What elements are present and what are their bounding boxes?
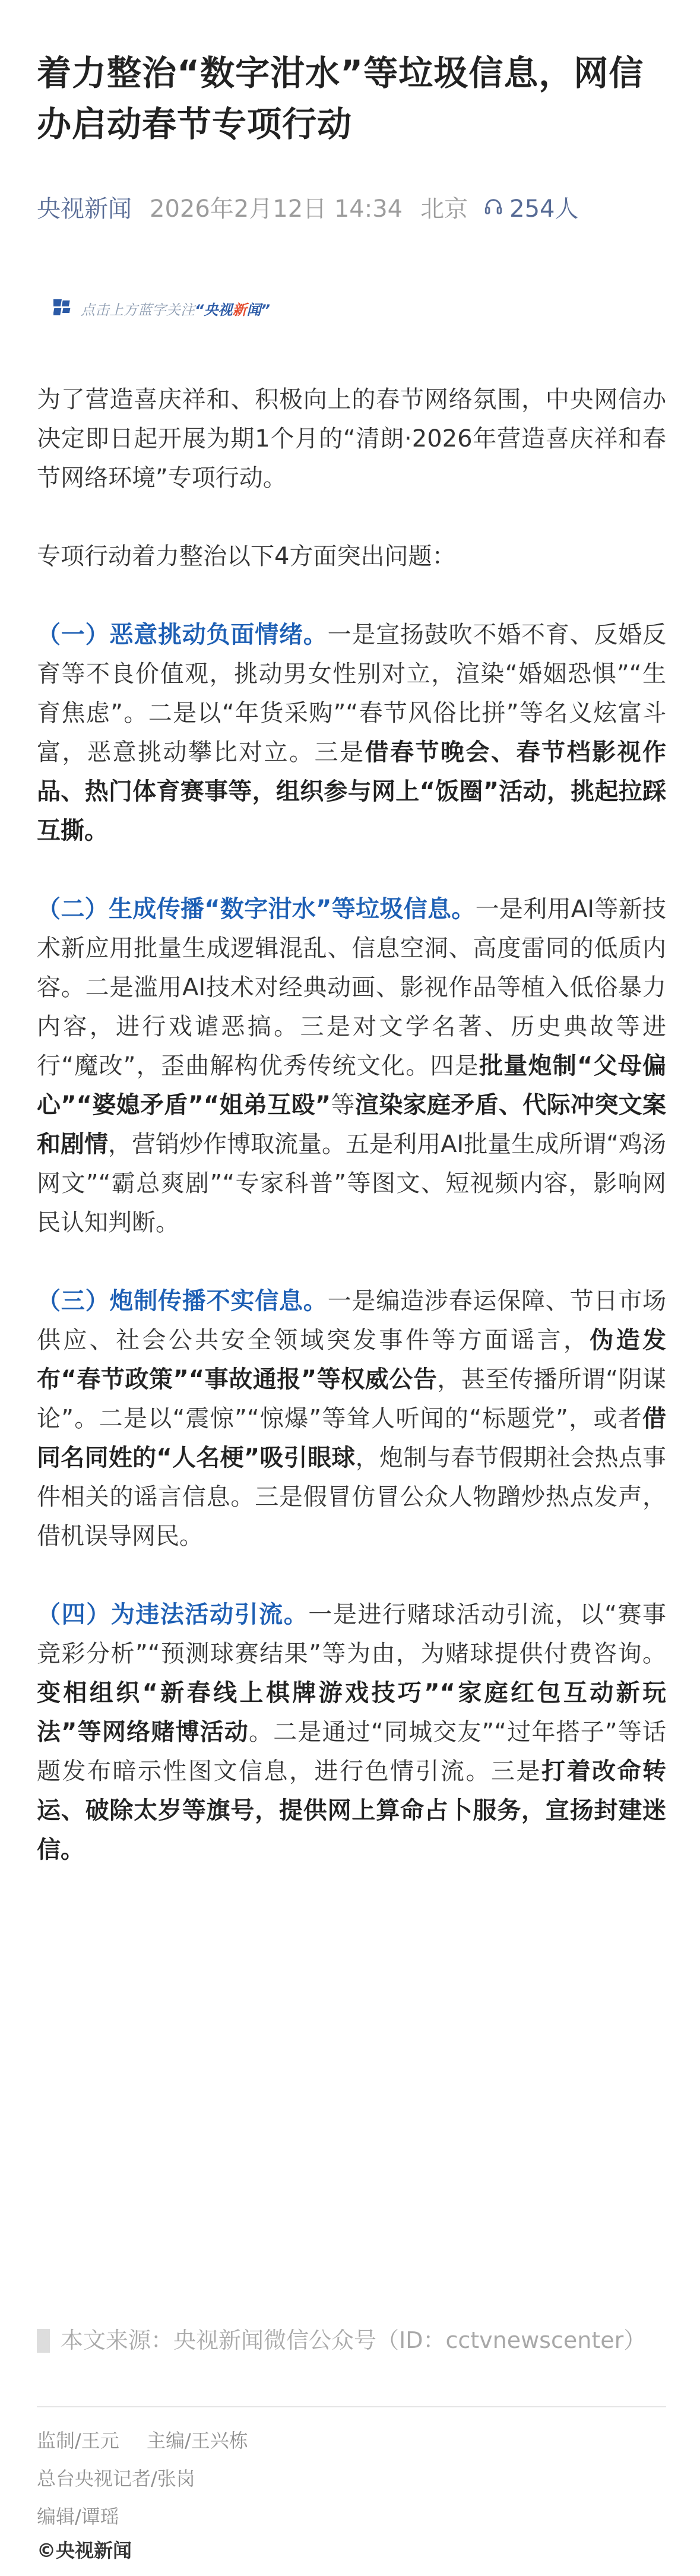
section-1-text: 一是宣扬鼓吹不婚不育、反婚反育等不良价值观，挑动男女性别对立，渲染“婚姻恐惧”“生育焦虑”。二是以“年货采购”“春节风俗比拼”等名义炫富斗富，恶意挑动攀比对立。三是 <box>37 621 667 766</box>
supervisor-credit: 监制/王元 <box>37 2429 119 2452</box>
reporter-credit: 总台央视记者/张岗 <box>37 2467 195 2490</box>
cctv-logo-icon <box>53 299 74 317</box>
section-3-text-1: 一是编造涉春运保障、节日市场供应、社会公共安全领域突发事件等方面谣言， <box>37 1287 667 1354</box>
section-1-bold: 借春节晚会、春节档影视作品、热门体育赛事等，组织参与网上“饭圈”活动，挑起拉踩互撕。 <box>37 739 666 844</box>
section-2-heading: （二）生成传播“数字泔水”等垃圾信息。 <box>37 895 476 923</box>
publish-date: 2026年2月12日 14:34 <box>150 195 403 223</box>
account-name-link[interactable]: 央视新闻 <box>37 195 132 223</box>
article-meta <box>37 189 579 224</box>
listen-button[interactable] <box>483 190 578 224</box>
section-2 <box>37 890 666 1242</box>
section-2-text-1: 一是利用AI等新技术新应用批量生成逻辑混乱、信息空洞、高度雷同的低质内容。二是滥用AI技术对经典动画、影视作品等植入低俗暴力内容，进行戏谑恶搞。三是对文学名著、历史典故等进行“魔改”，歪曲解构优秀传统文化。四是 <box>37 895 666 1080</box>
section-3-text-2: ，甚至传播所谓“阴谋论”。二是以“震惊”“惊爆”等耸人听闻的“标题党”，或者 <box>37 1366 666 1432</box>
credits <box>37 2422 248 2536</box>
section-3-text-3: ，炮制与春节假期社会热点事件相关的谣言信息。三是假冒仿冒公众人物蹭炒热点发声，借机误导网民。 <box>37 1444 667 1550</box>
source-text: 本文来源：央视新闻微信公众号（ID：cctvnewscenter） <box>61 2327 647 2353</box>
source-note <box>37 2321 666 2360</box>
section-4-bold-2: 打着改命转运、破除太岁等旗号，提供网上算命占卜服务，宣扬封建迷信。 <box>37 1758 666 1863</box>
credits-row-1 <box>37 2422 248 2460</box>
banner-prefix: 点击上方蓝字关注 <box>81 301 195 318</box>
section-3 <box>37 1281 666 1556</box>
copyright: ©央视新闻 <box>37 2539 132 2562</box>
follow-banner[interactable] <box>53 293 270 323</box>
article-title: 着力整治“数字泔水”等垃圾信息，网信办启动春节专项行动 <box>37 53 644 144</box>
editor-credit: 编辑/谭瑶 <box>37 2505 119 2528</box>
headphones-icon <box>483 197 503 217</box>
footer-divider <box>37 2406 666 2407</box>
listen-count: 254人 <box>509 195 579 223</box>
section-3-heading: （三）炮制传播不实信息。 <box>37 1287 328 1315</box>
publish-location: 北京 <box>420 195 468 223</box>
section-2-bold-2: 渲染家庭矛盾、代际冲突文案和剧情 <box>37 1091 667 1158</box>
banner-brand-1: “央视 <box>195 301 233 318</box>
editor-in-chief-credit: 主编/王兴栋 <box>146 2429 248 2452</box>
section-1-heading: （一）恶意挑动负面情绪。 <box>37 621 328 648</box>
section-3-bold-2: 借同名同姓的“人名梗”吸引眼球 <box>37 1405 666 1471</box>
section-4-text-2: 。二是通过“同城交友”“过年搭子”等话题发布暗示性图文信息，进行色情引流。三是 <box>37 1719 667 1785</box>
section-2-text-2: 等 <box>331 1091 355 1119</box>
section-4-text-1: 一是进行赌球活动引流，以“赛事竞彩分析”“预测球赛结果”等为由，为赌球提供付费咨询。 <box>37 1601 666 1667</box>
article-body <box>37 380 666 1909</box>
section-1 <box>37 615 666 850</box>
quote-bar <box>37 2329 50 2353</box>
section-2-text-3: ，营销炒作博取流量。五是利用AI批量生成所谓“鸡汤网文”“霸总爽剧”“专家科普”等图文、短视频内容，影响网民认知判断。 <box>37 1131 666 1236</box>
lead-paragraph: 专项行动着力整治以下4方面突出问题： <box>37 543 456 570</box>
banner-brand-2: 新 <box>232 301 247 318</box>
section-2-bold-1: 批量炮制“父母偏心”“婆媳矛盾”“姐弟互殴” <box>37 1052 666 1119</box>
section-4-heading: （四）为违法活动引流。 <box>37 1601 309 1628</box>
section-4 <box>37 1595 666 1869</box>
banner-brand-3: 闻” <box>246 301 270 318</box>
section-3-bold-1: 伪造发布“春节政策”“事故通报”等权威公告 <box>37 1327 667 1393</box>
section-4-bold-1: 变相组织“新春线上棋牌游戏技巧”“家庭红包互动新玩法”等网络赌博活动 <box>37 1679 666 1746</box>
intro-paragraph: 为了营造喜庆祥和、积极向上的春节网络氛围，中央网信办决定即日起开展为期1个月的“清朗·2026年营造喜庆祥和春节网络环境”专项行动。 <box>37 386 666 492</box>
